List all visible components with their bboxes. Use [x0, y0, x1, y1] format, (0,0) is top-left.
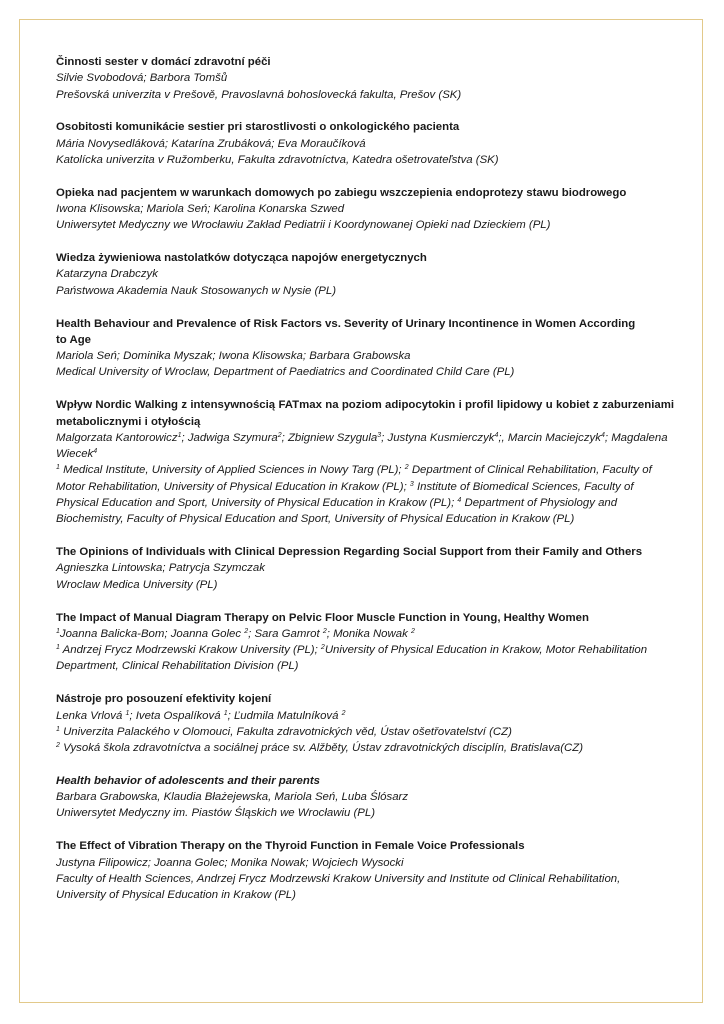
entry-authors: Iwona Klisowska; Mariola Seń; Karolina Konarska Szwed: [56, 203, 345, 216]
affiliation-mark: 3: [409, 480, 414, 488]
entry-authors: $^1$Joanna Balicka-Bom; Joanna Golec $^2$; Sara Gamrot $^2$; Monika Nowak $^2$: [56, 627, 415, 640]
author-name: Joanna Balicka-Bom: [59, 627, 165, 640]
entry-authors: Katarzyna Drabczyk: [56, 268, 158, 281]
entry-title: The Opinions of Individuals with Clinical Depression Regarding Social Support from their Family and Others: [56, 546, 643, 559]
entry-title: Osobitosti komunikácie sestier pri starostlivosti o onkologického pacienta: [56, 121, 460, 134]
author-name: Lenka Vrlová: [56, 709, 123, 722]
entry-affiliation: [56, 740, 674, 756]
entry-title: Činnosti sester v domácí zdravotní péči: [56, 56, 271, 68]
affiliation-mark: 4: [457, 497, 462, 505]
entry-authors: Mariola Seń; Dominika Myszak; Iwona Klisowska; Barbara Grabowska: [56, 350, 411, 363]
affiliation-text: Institute of Biomedical Sciences, Faculty of Physical Education and Sport, University of Physical Education in Krakow (PL);: [56, 480, 634, 510]
entry-affiliation: Medical University of Wroclaw, Department of Paediatrics and Coordinated Child Care (PL): [56, 366, 515, 379]
abstract-entry: [56, 119, 674, 168]
author-name: Magdalena Wiecek: [56, 431, 668, 461]
entry-title: Wiedza żywieniowa nastolatków dotycząca napojów energetycznych: [56, 252, 427, 265]
abstract-entry: [56, 773, 674, 822]
affiliation-text: Univerzita Palackého v Olomouci, Fakulta zdravotnických věd, Ústav ošetřovatelství (CZ): [63, 725, 512, 738]
entry-affiliation: Państwowa Akademia Nauk Stosowanych w Nysie (PL): [56, 284, 337, 297]
author-affiliation-mark: 4: [494, 431, 499, 439]
author-name: Malgorzata Kantorowicz: [56, 431, 178, 444]
author-affiliation-mark: 4: [600, 431, 605, 439]
abstract-entry: [56, 610, 674, 675]
affiliation-text: University of Physical Education in Krakow, Motor Rehabilitation Department, Clinical Rehabilitation Division (PL): [56, 644, 648, 673]
entry-affiliation: Wroclaw Medica University (PL): [56, 578, 218, 591]
affiliation-mark: 2: [404, 464, 409, 472]
author-affiliation-mark: 2: [277, 431, 282, 439]
author-affiliation-mark: 4: [93, 448, 98, 456]
abstract-entry: [56, 838, 674, 903]
affiliation-mark: 2: [320, 644, 325, 652]
entry-affiliation-continued: University of Physical Education in Krakow (PL): [56, 889, 296, 902]
author-affiliation-mark: 2: [244, 627, 249, 635]
affiliation-text: Department of Clinical Rehabilitation, Faculty of Motor Rehabilitation, University of Physical Education in Krakow (PL);: [56, 464, 652, 493]
affiliation-mark: 1: [56, 725, 60, 733]
entry-affiliation: Uniwersytet Medyczny we Wrocławiu Zakład Pediatrii i Koordynowanej Opieki nad Dzieckiem (PL): [56, 219, 551, 232]
author-name: Justyna Kusmierczyk: [387, 431, 495, 444]
entry-title: Nástroje pro posouzení efektivity kojení: [56, 693, 272, 706]
affiliation-mark: 2: [56, 742, 60, 750]
entry-authors: Justyna Filipowicz; Joanna Golec; Monika Nowak; Wojciech Wysocki: [56, 856, 404, 869]
affiliation-text: Vysoká škola zdravotníctva a sociálnej práce sv. Alžběty, Ústav zdravotnických disciplín, Bratislava(CZ): [63, 742, 584, 755]
entry-affiliation: Faculty of Health Sciences, Andrzej Frycz Modrzewski Krakow University and Institute od Clinical Rehabilitation,: [56, 872, 621, 885]
author-affiliation-mark: 2: [410, 627, 415, 635]
entry-authors: Barbara Grabowska, Klaudia Błażejewska, Mariola Seń, Luba Ślósarz: [56, 791, 409, 804]
author-affiliation-mark: 3: [377, 431, 382, 439]
abstract-entry: [56, 250, 674, 299]
abstract-entry: [56, 544, 674, 593]
author-affiliation-mark: 2: [322, 627, 327, 635]
entry-title: Health behavior of adolescents and their parents: [56, 774, 320, 787]
author-affiliation-mark: 1: [125, 709, 130, 717]
affiliation-text: Andrzej Frycz Modrzewski Krakow University (PL);: [62, 644, 318, 657]
author-affiliation-mark: 1: [56, 627, 60, 635]
entry-authors: Mária Novysedláková; Katarína Zrubáková; Eva Moraučíková: [56, 137, 366, 150]
author-affiliation-mark: 1: [223, 709, 228, 717]
affiliation-mark: 1: [56, 464, 60, 472]
entry-title-continued: to Age: [56, 333, 92, 346]
affiliation-text: Medical Institute, University of Applied Sciences in Nowy Targ (PL);: [63, 464, 402, 477]
author-name: Jadwiga Szymura: [187, 431, 278, 444]
author-name: Monika Nowak: [333, 627, 408, 640]
author-name: Sara Gamrot: [254, 627, 320, 640]
abstract-list: [56, 54, 674, 920]
entry-authors: Agnieszka Lintowska; Patrycja Szymczak: [56, 562, 265, 575]
abstract-entry: [56, 691, 674, 756]
entry-affiliation: Prešovská univerzita v Prešově, Pravoslavná bohoslovecká fakulta, Prešov (SK): [56, 88, 462, 101]
entry-authors: Silvie Svobodová; Barbora Tomšů: [56, 72, 228, 85]
entry-title: The Impact of Manual Diagram Therapy on Pelvic Floor Muscle Function in Young, Healthy Women: [56, 611, 589, 624]
entry-title: The Effect of Vibration Therapy on the Thyroid Function in Female Voice Professionals: [56, 840, 525, 853]
author-name: Iveta Ospalíková: [135, 709, 221, 722]
entry-title: Health Behaviour and Prevalence of Risk Factors vs. Severity of Urinary Incontinence in Women According: [56, 317, 636, 330]
entry-title: Opieka nad pacjentem w warunkach domowych po zabiegu wszczepienia endoprotezy stawu biodrowego: [56, 186, 627, 199]
entry-authors: Lenka Vrlová $^1$; Iveta Ospalíková $^1$; Ľudmila Matulníková $^2$: [56, 709, 346, 722]
abstract-entry: [56, 397, 674, 527]
author-affiliation-mark: 1: [177, 431, 182, 439]
author-name: Zbigniew Szygula: [287, 431, 378, 444]
affiliation-mark: 1: [56, 644, 60, 652]
entry-authors: Malgorzata Kantorowicz$^1$; Jadwiga Szymura$^2$; Zbigniew Szygula$^3$; Justyna Kusmierczyk$^4$;, Marcin Maciejczyk$^4$; Magdalena Wiecek$^4$: [56, 431, 668, 461]
entry-affiliation: Katolícka univerzita v Ružomberku, Fakulta zdravotníctva, Katedra ošetrovateľstva (SK): [56, 153, 499, 166]
entry-affiliation: [56, 462, 674, 527]
abstract-entry: [56, 185, 674, 234]
entry-affiliation: [56, 642, 674, 675]
abstract-entry: [56, 54, 674, 103]
entry-affiliation: Uniwersytet Medyczny im. Piastów Śląskich we Wrocławiu (PL): [56, 807, 376, 820]
author-name: Joanna Golec: [170, 627, 242, 640]
entry-affiliation: [56, 724, 674, 740]
author-affiliation-mark: 2: [341, 709, 346, 717]
abstract-entry: [56, 316, 674, 381]
entry-title: Wpływ Nordic Walking z intensywnością FATmax na poziom adipocytokin i profil lipidowy u kobiet z zaburzeniami metabolicznymi i otyłością: [56, 399, 674, 428]
author-name: Ľudmila Matulníková: [233, 709, 339, 722]
author-name: Marcin Maciejczyk: [507, 431, 601, 444]
affiliation-text: Department of Physiology and Biochemistry, Faculty of Physical Education and Sport, University of Physical Education in Krakow (PL): [56, 497, 618, 526]
